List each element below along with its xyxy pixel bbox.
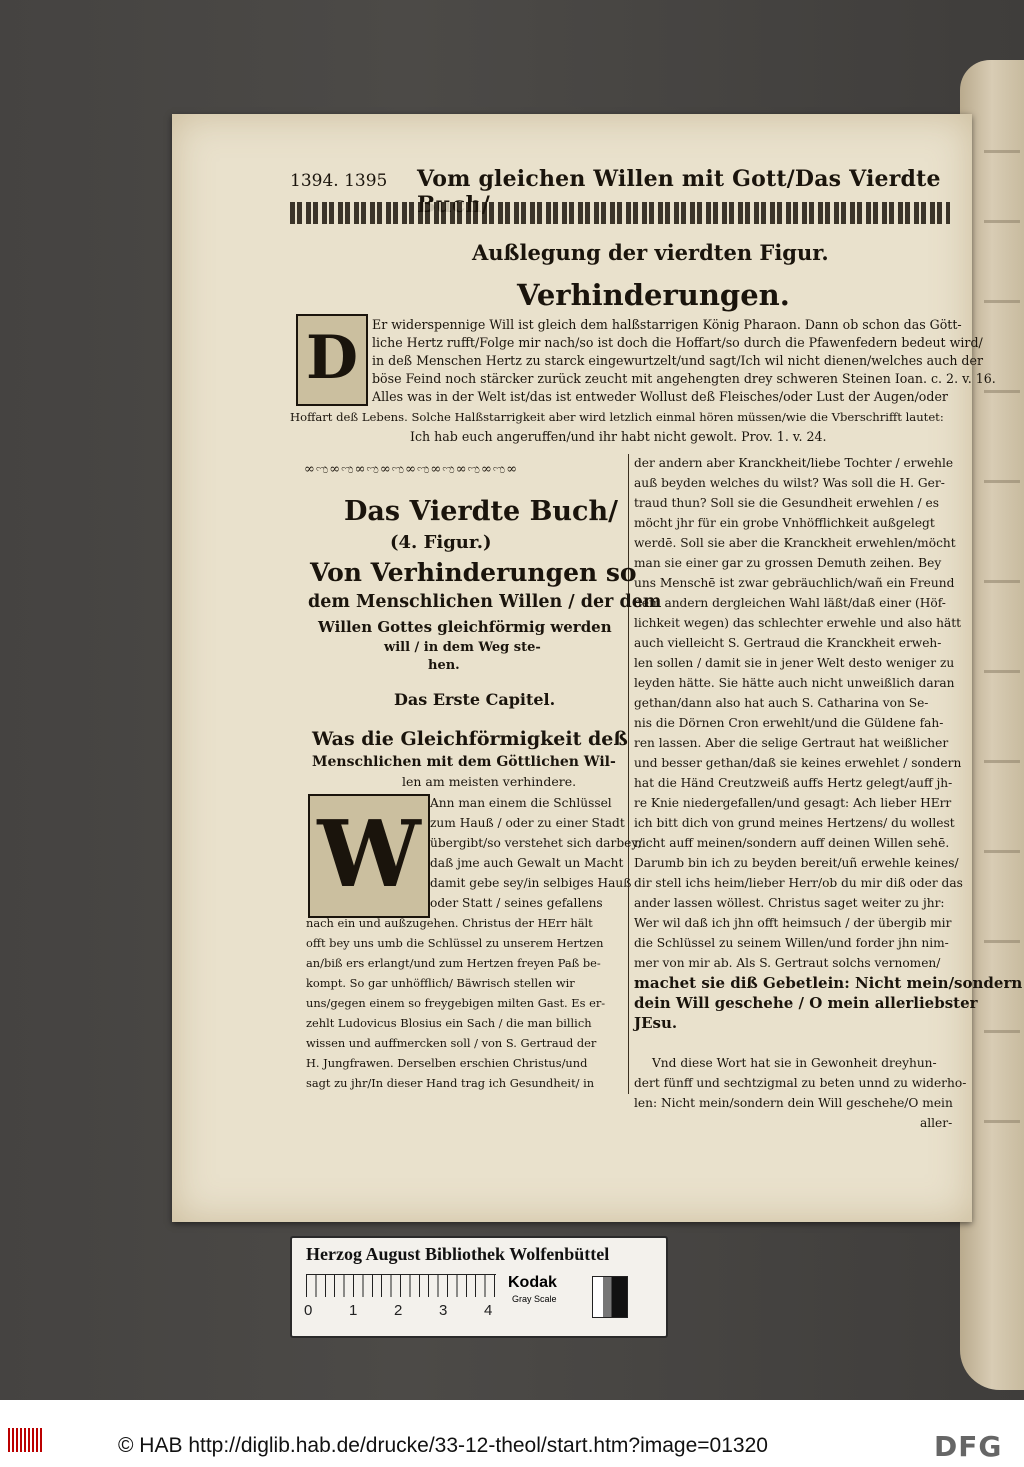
book-title: Das Vierdte Buch/ xyxy=(344,496,618,527)
text-line: sagt zu jhr/In dieser Hand trag ich Gesundheit/ in xyxy=(306,1076,595,1090)
ornament-row: ∞ಌ∞ಌ∞ಌ∞ಌ∞ಌ∞ಌ∞ಌ∞ಌ∞ xyxy=(304,462,519,477)
intro-line: böse Feind noch stärcker zurück zeucht mit angehengten drey schweren Steinen Ioan. c. 2. v. 16. xyxy=(372,371,996,386)
text-line: dert fünff und sechtzigmal zu beten unnd zu widerho- xyxy=(634,1076,967,1090)
text-line: lichkeit wegen) das schlechter erwehle und also hätt xyxy=(634,616,962,630)
text-line: oder Statt / seines gefallens xyxy=(430,896,603,910)
text-line: nicht auff meinen/sondern auff deinen Willen sehē. xyxy=(634,836,950,850)
text-line: re Knie niedergefallen/und gesagt: Ach lieber HErr xyxy=(634,796,952,810)
text-line: ander lassen wöllest. Christus saget weiter zu jhr: xyxy=(634,896,945,910)
figure-title: Außlegung der vierdten Figur. xyxy=(472,240,829,265)
text-line: man sie einer gar zu grossen Demuth zeihen. Bey xyxy=(634,556,942,570)
text-line: dem andern dergleichen Wahl läßt/daß einer (Höf- xyxy=(634,596,946,610)
question-heading-line: len am meisten verhindere. xyxy=(402,774,577,789)
chapter-label: Das Erste Capitel. xyxy=(394,690,556,709)
intro-line: Ich hab euch angeruffen/und ihr habt nicht gewolt. Prov. 1. v. 24. xyxy=(410,429,827,444)
chapter-heading-line: will / in dem Weg ste- xyxy=(384,640,541,655)
text-line: Darumb bin ich zu beyden bereit/uñ erwehle keines/ xyxy=(634,856,959,870)
gray-scale-swatch xyxy=(592,1276,628,1318)
question-heading-line: Menschlichen mit dem Göttlichen Wil- xyxy=(312,754,616,770)
text-line: len sollen / damit sie in jener Welt desto weniger zu xyxy=(634,656,955,670)
intro-line: in deß Menschen Hertz zu starck eingewurtzelt/und sagt/Ich wil nicht dienen/welches auch der xyxy=(372,353,983,368)
catchword: aller- xyxy=(920,1116,953,1130)
intro-dropcap: D xyxy=(296,314,368,406)
text-line: wissen und auffmercken soll / von S. Gertraud der xyxy=(306,1036,597,1050)
chapter-heading-line: Von Verhinderungen so xyxy=(310,558,637,587)
text-line: Ann man einem die Schlüssel xyxy=(430,796,612,810)
text-line: kompt. So gar unhöfflich/ Bäwrisch stellen wir xyxy=(306,976,575,990)
text-line: zehlt Ludovicus Blosius ein Sach / die man billich xyxy=(306,1016,592,1030)
ruler-number: 2 xyxy=(394,1302,403,1319)
question-heading-line: Was die Gleichförmigkeit deß xyxy=(312,728,628,750)
text-line: der andern aber Kranckheit/liebe Tochter / erwehle xyxy=(634,456,954,470)
text-line: ich bitt dich von grund meines Hertzens/ du wollest xyxy=(634,816,955,830)
kodak-logo: Kodak xyxy=(508,1274,557,1291)
text-line: len: Nicht mein/sondern dein Will geschehe/O mein xyxy=(634,1096,953,1110)
text-line: auch vielleicht S. Gertraud die Kranckheit erweh- xyxy=(634,636,942,650)
citation-link[interactable]: © HAB http://diglib.hab.de/drucke/33-12-theol/start.htm?image=01320 xyxy=(118,1434,768,1457)
text-line: ren lassen. Aber die selige Gertraut hat weißlicher xyxy=(634,736,949,750)
ruler-number: 4 xyxy=(484,1302,493,1319)
chapter-heading-line: hen. xyxy=(428,658,460,673)
dfg-logo: DFG xyxy=(934,1430,1003,1463)
library-name: Herzog August Bibliothek Wolfenbüttel xyxy=(306,1244,610,1264)
ruler-number: 1 xyxy=(349,1302,358,1319)
column-rule xyxy=(628,454,629,1094)
text-line: offt bey uns umb die Schlüssel zu unserem Hertzen xyxy=(306,936,604,950)
text-line: und besser gethan/daß sie keines erwehlet / sondern xyxy=(634,756,962,770)
ruler xyxy=(306,1274,496,1297)
intro-line: liche Hertz rufft/Folge mir nach/so ist doch die Hoffart/so durch die Pfawenfedern bedeut wird/ xyxy=(372,335,983,350)
chapter-heading-line: dem Menschlichen Willen / der dem xyxy=(308,592,662,612)
text-line: hat die Händ Creutzweiß auffs Hertz gelegt/auff jh- xyxy=(634,776,953,790)
text-line: mer von mir ab. Als S. Gertraut solchs vernomen/ xyxy=(634,956,941,970)
text-line: möcht jhr für ein grobe Vnhöfflichkeit außgelegt xyxy=(634,516,935,530)
text-line: daß jme auch Gewalt un Macht xyxy=(430,856,624,870)
text-line: Vnd diese Wort hat sie in Gewonheit dreyhun- xyxy=(652,1056,937,1070)
scale-card xyxy=(290,1236,668,1338)
text-line: die Schlüssel zu seinem Willen/und forder jhn nim- xyxy=(634,936,949,950)
text-line: zum Hauß / oder zu einer Stadt xyxy=(430,816,625,830)
ruler-number: 0 xyxy=(304,1302,313,1319)
gray-scale-label: Gray Scale xyxy=(512,1294,557,1304)
text-line: dir stell ichs heim/lieber Herr/ob du mir diß oder das xyxy=(634,876,963,890)
main-title: Verhinderungen. xyxy=(517,278,790,312)
text-line: Wer wil daß ich jhn offt heimsuch / der übergib mir xyxy=(634,916,952,930)
text-line: dein Will geschehe / O mein allerliebster xyxy=(634,994,978,1012)
ornament-band xyxy=(290,202,950,224)
intro-line: Hoffart deß Lebens. Solche Halßstarrigkeit aber wird letzlich einmal hören müssen/wie die Vberschrifft lautet: xyxy=(290,410,944,424)
text-line: machet sie diß Gebetlein: Nicht mein/sondern xyxy=(634,974,1023,992)
text-line: nach ein und außzugehen. Christus der HErr hält xyxy=(306,916,593,930)
running-head: Vom gleichen Willen mit Gott/Das Vierdte xyxy=(417,166,941,192)
text-line: an/biß ers erlangt/und zum Hertzen freyen Paß be- xyxy=(306,956,601,970)
text-line: leyden hätte. Sie hätte auch nicht unweißlich daran xyxy=(634,676,955,690)
text-line: gethan/dann also hat auch S. Catharina von Se- xyxy=(634,696,929,710)
body-dropcap: W xyxy=(308,794,430,918)
text-line: nis die Dörnen Cron erwehlt/und die Güldene fah- xyxy=(634,716,944,730)
text-line: übergibt/so verstehet sich darbey/ xyxy=(430,836,643,850)
ruler-number: 3 xyxy=(439,1302,448,1319)
hab-logo-icon xyxy=(8,1428,44,1452)
text-line: werdē. Soll sie aber die Kranckheit erwehlen/möcht xyxy=(634,536,956,550)
intro-line: Er widerspennige Will ist gleich dem halßstarrigen König Pharaon. Dann ob schon das Gött- xyxy=(372,317,962,332)
footer-bar xyxy=(0,1400,1024,1467)
text-line: traud thun? Soll sie die Gesundheit erwehlen / es xyxy=(634,496,939,510)
text-line: damit gebe sey/in selbiges Hauß xyxy=(430,876,632,890)
text-line: uns Menschē ist zwar gebräuchlich/wañ ein Freund xyxy=(634,576,955,590)
text-line: auß beyden welches du wilst? Was soll die H. Ger- xyxy=(634,476,945,490)
book-page xyxy=(172,114,1023,1222)
intro-line: Alles was in der Welt ist/das ist entweder Wollust deß Fleisches/oder Lust der Augen/oder xyxy=(372,389,948,404)
text-line: uns/gegen einem so freygebigen milten Gast. Es er- xyxy=(306,996,606,1010)
figure-label: (4. Figur.) xyxy=(390,532,492,553)
text-line: H. Jungfrawen. Derselben erschien Christus/und xyxy=(306,1056,588,1070)
chapter-heading-line: Willen Gottes gleichförmig werden xyxy=(318,618,612,636)
page-number: 1394. 1395 xyxy=(290,171,388,191)
text-line: JEsu. xyxy=(634,1014,678,1032)
